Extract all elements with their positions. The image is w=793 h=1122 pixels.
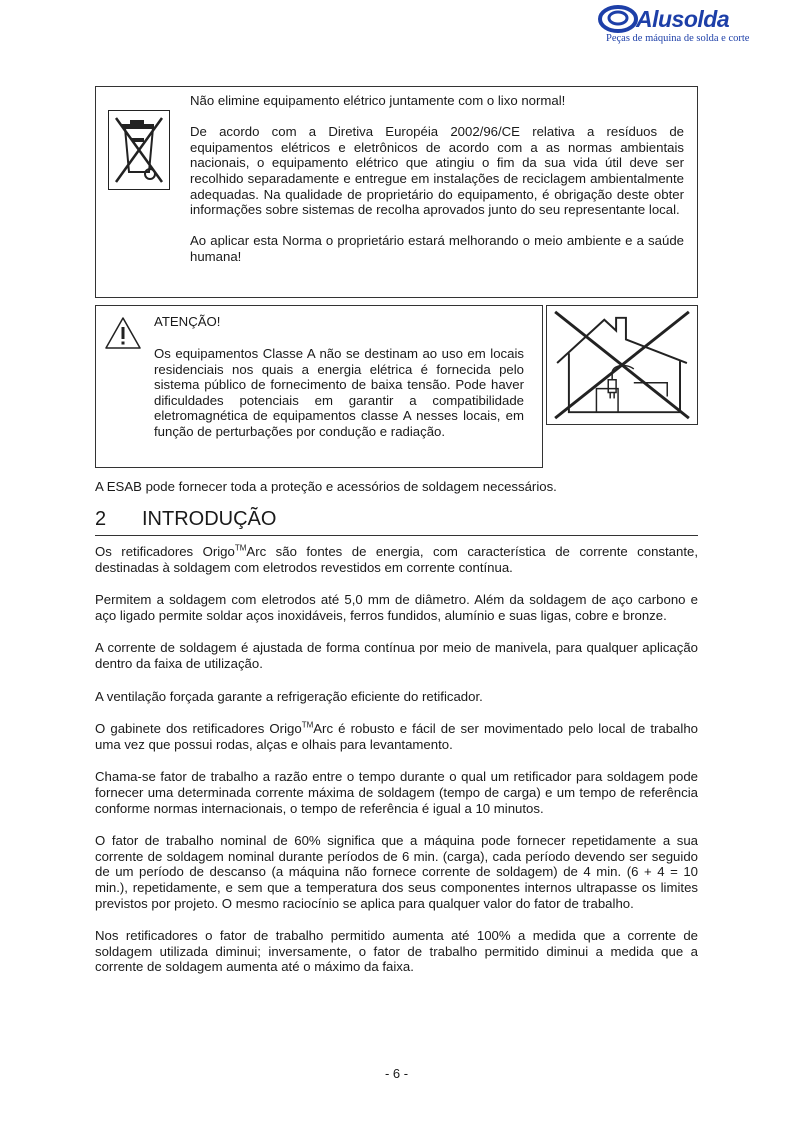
section-heading: [95, 506, 698, 536]
logo-name: Alusolda: [636, 6, 730, 32]
paragraph-duty-cycle-nominal: O fator de trabalho nominal de 60% significa que a máquina pode fornecer repetidamente a sua corrente de soldagem nominal durante períodos de 6 min. (carga), cada período devendo ser seguido de um período de descanso (a máquina não fornece corrente de soldagem) de 4 min. (6 + 4 = 10 min.), repetidamente, e sem que a temperatura dos seus componentes internos ultrapasse os limites previstos por projeto. O mesmo raciocínio se aplica para qualquer valor do fator de trabalho.: [95, 833, 698, 911]
warning-title: ATENÇÃO!: [154, 314, 221, 329]
paragraph-origo-arc-start: Os retificadores Origo: [95, 544, 235, 559]
alusolda-logo-mark-icon: [598, 4, 638, 34]
paragraph-cabinet-end: Arc é robusto e fácil de ser movimentado pelo local de trabalho uma vez que possui rodas, alças e olhais para levantamento.: [95, 721, 698, 752]
paragraph-origo-arc-end: Arc são fontes de energia, com característica de corrente constante, destinadas à soldagem com eletrodos revestidos em corrente contínua.: [95, 544, 698, 575]
trademark-symbol: TM: [301, 720, 314, 730]
alusolda-logo: [598, 2, 750, 50]
logo-tagline: Peças de máquina de solda e corte: [606, 33, 750, 44]
crossed-out-wheelie-bin-icon: [108, 110, 170, 190]
introduction-body: [95, 544, 698, 992]
weee-notice-directive: De acordo com a Diretiva Européia 2002/96/CE relativa a resíduos de equipamentos elétricos e eletrônicos de acordo com a as normas ambientais nacionais, o equipamento elétrico que atingiu o fim da sua vida útil deve ser recolhido separadamente e entregue em instalações de reciclagem ambientalmente adequadas. Na qualidade de proprietário do equipamento, é obrigação deste obter informações sobre sistemas de recolha aprovados junto do seu representante local.: [190, 124, 684, 218]
weee-notice-box: [95, 86, 698, 298]
warning-box: [95, 305, 543, 468]
section-number: 2: [95, 508, 107, 530]
paragraph-duty-cycle-variation: Nos retificadores o fator de trabalho permitido aumenta até 100% a medida que a corrente de soldagem utilizada diminui; inversamente, o fator de trabalho permitido diminui a medida que a corrente de soldagem aumenta até o máximo da faixa.: [95, 928, 698, 975]
weee-notice-text: [190, 93, 684, 265]
esab-note: A ESAB pode fornecer toda a proteção e acessórios de soldagem necessários.: [95, 479, 557, 494]
trademark-symbol: TM: [234, 543, 247, 553]
paragraph-duty-cycle-definition: Chama-se fator de trabalho a razão entre o tempo durante o qual um retificador para soldagem pode fornecer uma determinada corrente máxima de soldagem (tempo de carga) e um tempo de referência conforme normas internacionais, o tempo de referência é igual a 10 minutos.: [95, 769, 698, 816]
page-number: - 6 -: [384, 1066, 409, 1081]
paragraph-cabinet: [95, 721, 698, 752]
section-title: INTRODUÇÃO: [142, 508, 277, 530]
weee-notice-closing: Ao aplicar esta Norma o proprietário estará melhorando o meio ambiente e a saúde humana!: [190, 233, 684, 264]
paragraph-current-adjust: A corrente de soldagem é ajustada de forma contínua por meio de manivela, para qualquer aplicação dentro da faixa de utilização.: [95, 640, 698, 671]
paragraph-electrodes: Permitem a soldagem com eletrodos até 5,0 mm de diâmetro. Além da soldagem de aço carbono e aço ligado permite soldar aços inoxidáveis, ferros fundidos, alumínio e suas ligas, cobre e bronze.: [95, 592, 698, 623]
warning-text: Os equipamentos Classe A não se destinam ao uso em locais residenciais nos quais a energia elétrica é fornecida pelo sistema público de fornecimento de baixa tensão. Pode haver dificuldades potenciais em garantir a compatibilidade eletromagnética de equipamentos classe A nesses locais, em função de perturbações por condução e radiação.: [154, 346, 524, 439]
paragraph-origo-arc: [95, 544, 698, 575]
paragraph-cabinet-start: O gabinete dos retificadores Origo: [95, 721, 302, 737]
house-icon-box: [546, 305, 698, 425]
weee-notice-heading: Não elimine equipamento elétrico juntamente com o lixo normal!: [190, 93, 566, 108]
warning-triangle-icon: [104, 316, 142, 350]
crossed-out-house-plug-icon: [547, 306, 697, 424]
paragraph-ventilation: A ventilação forçada garante a refrigeração eficiente do retificador.: [95, 688, 483, 704]
